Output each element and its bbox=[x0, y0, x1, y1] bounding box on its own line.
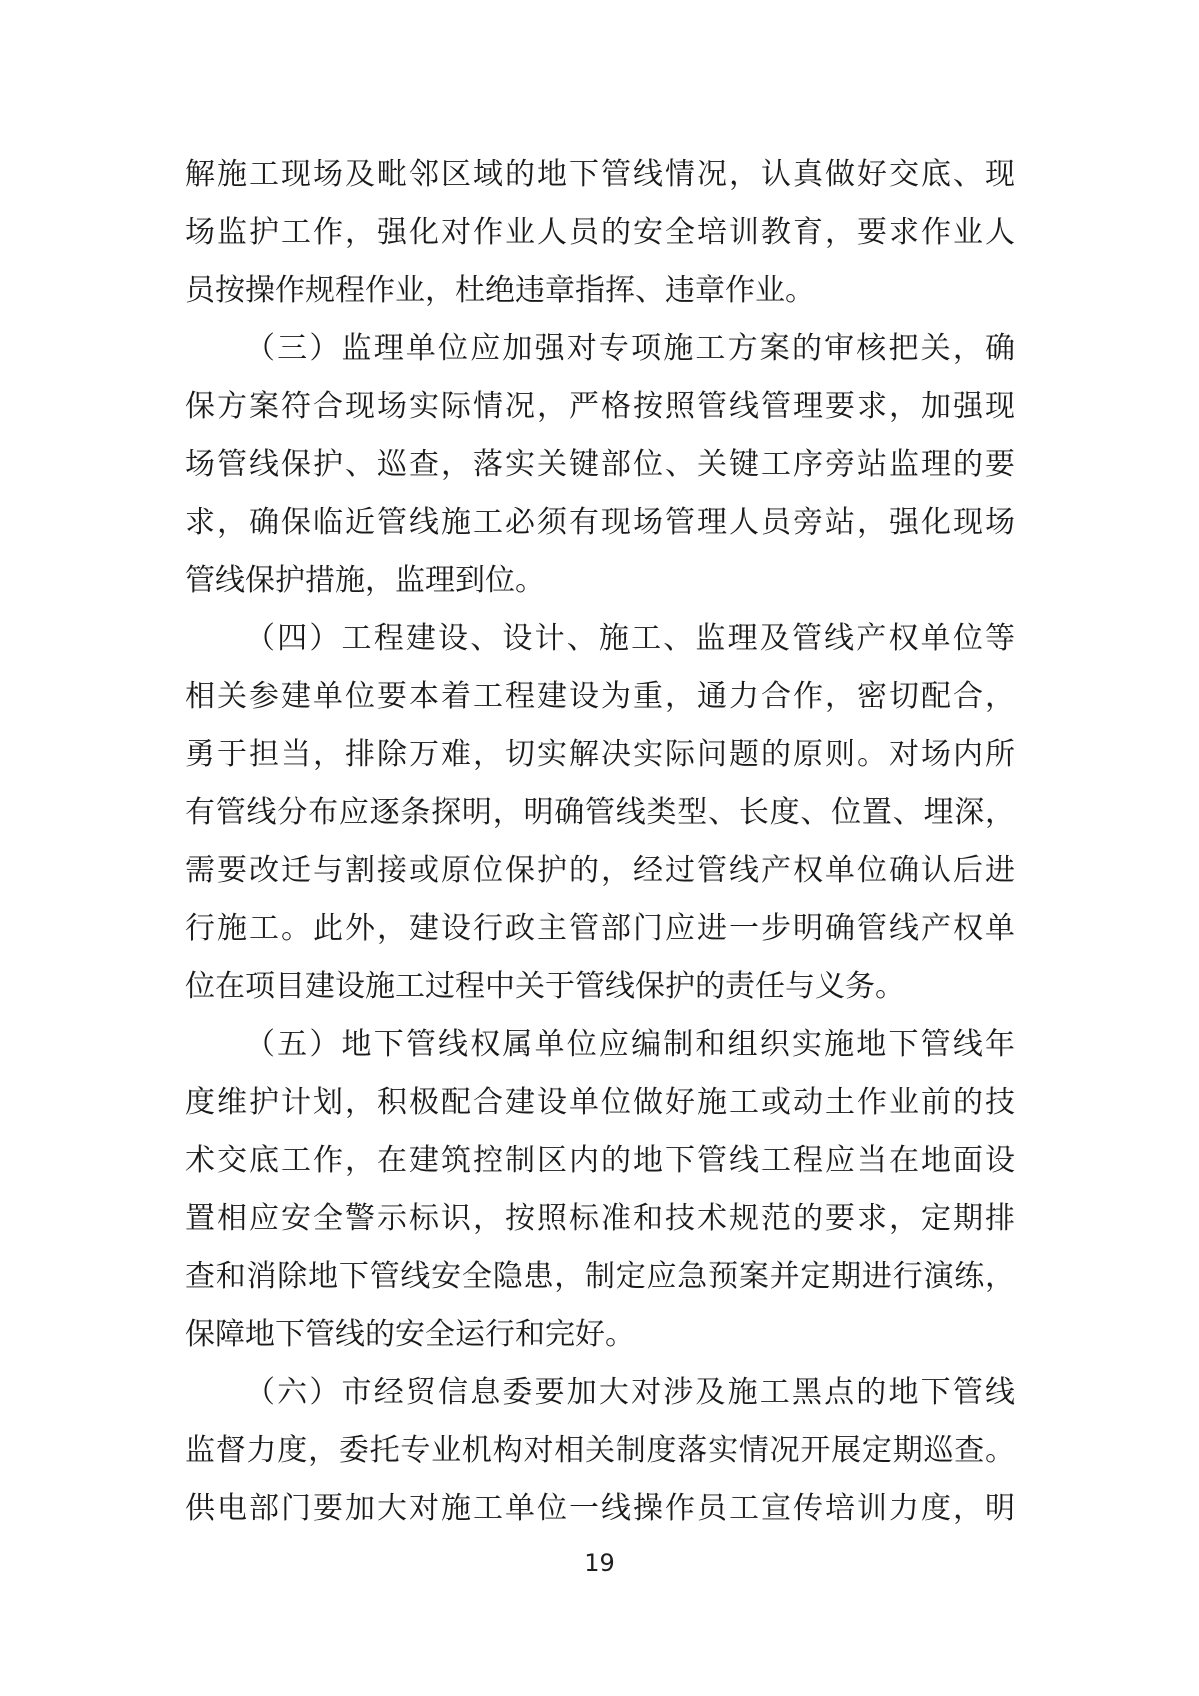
paragraph-item-5 bbox=[185, 1016, 1015, 1364]
text-line: 保方案符合现场实际情况，严格按照管线管理要求，加强现 bbox=[185, 390, 1015, 423]
paragraph-item-3 bbox=[185, 320, 1015, 610]
paragraph-item-4 bbox=[185, 610, 1015, 1016]
text-line: 度维护计划，积极配合建设单位做好施工或动土作业前的技 bbox=[185, 1086, 1015, 1119]
page-number: 19 bbox=[584, 1549, 615, 1577]
text-line: 相关参建单位要本着工程建设为重，通力合作，密切配合， bbox=[185, 680, 1015, 713]
text-line: （六）市经贸信息委要加大对涉及施工黑点的地下管线 bbox=[245, 1376, 1015, 1409]
paragraph-continuation bbox=[185, 146, 1015, 320]
text-line: 求，确保临近管线施工必须有现场管理人员旁站，强化现场 bbox=[185, 506, 1015, 539]
text-line: （三）监理单位应加强对专项施工方案的审核把关，确 bbox=[245, 332, 1015, 365]
text-line: 勇于担当，排除万难，切实解决实际问题的原则。对场内所 bbox=[185, 738, 1015, 771]
text-line: 查和消除地下管线安全隐患，制定应急预案并定期进行演练， bbox=[185, 1260, 1015, 1293]
text-line: 置相应安全警示标识，按照标准和技术规范的要求，定期排 bbox=[185, 1202, 1015, 1235]
text-line: 场管线保护、巡查，落实关键部位、关键工序旁站监理的要 bbox=[185, 448, 1015, 481]
text-line: 场监护工作，强化对作业人员的安全培训教育，要求作业人 bbox=[185, 216, 1015, 249]
text-line: 位在项目建设施工过程中关于管线保护的责任与义务。 bbox=[185, 970, 905, 1003]
text-line: 术交底工作，在建筑控制区内的地下管线工程应当在地面设 bbox=[185, 1144, 1015, 1177]
text-line: 管线保护措施，监理到位。 bbox=[185, 564, 545, 597]
text-line: 有管线分布应逐条探明，明确管线类型、长度、位置、埋深， bbox=[185, 796, 1015, 829]
text-line: （四）工程建设、设计、施工、监理及管线产权单位等 bbox=[245, 622, 1015, 655]
paragraph-item-6 bbox=[185, 1364, 1015, 1538]
text-line: （五）地下管线权属单位应编制和组织实施地下管线年 bbox=[245, 1028, 1015, 1061]
text-line: 员按操作规程作业，杜绝违章指挥、违章作业。 bbox=[185, 274, 815, 307]
text-line: 保障地下管线的安全运行和完好。 bbox=[185, 1318, 635, 1351]
text-line: 解施工现场及毗邻区域的地下管线情况，认真做好交底、现 bbox=[185, 158, 1015, 191]
text-line: 供电部门要加大对施工单位一线操作员工宣传培训力度，明 bbox=[185, 1492, 1015, 1525]
document-body bbox=[185, 146, 1015, 1538]
text-line: 监督力度，委托专业机构对相关制度落实情况开展定期巡查。 bbox=[185, 1434, 1015, 1467]
text-line: 需要改迁与割接或原位保护的，经过管线产权单位确认后进 bbox=[185, 854, 1015, 887]
text-line: 行施工。此外，建设行政主管部门应进一步明确管线产权单 bbox=[185, 912, 1015, 945]
